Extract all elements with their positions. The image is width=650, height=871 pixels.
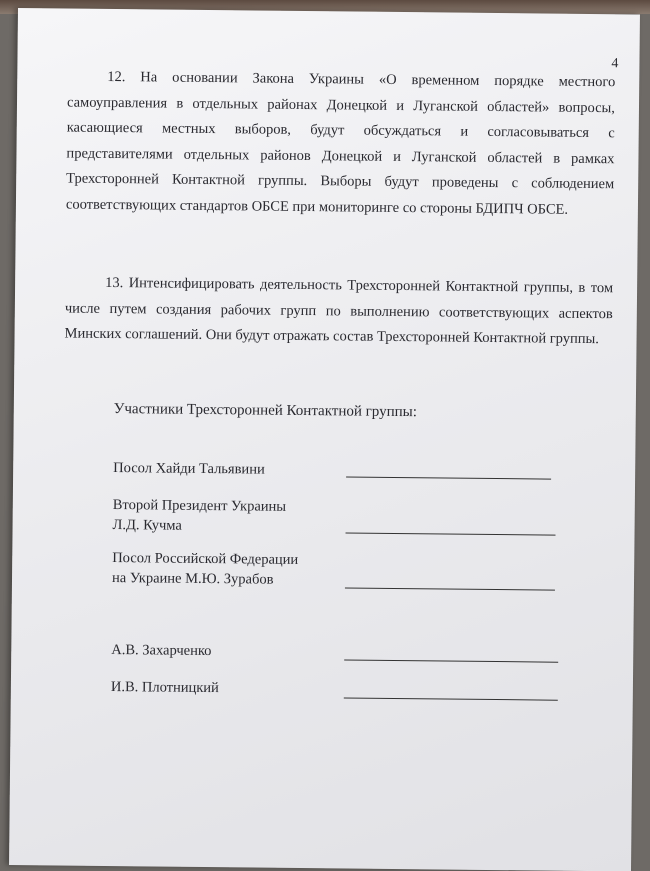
document-page xyxy=(9,8,640,871)
paragraph-13: 13. Интенсифицировать деятельность Трехсторонней Контактной группы, в том числе путем создания рабочих групп по выполнению соответствующих аспектов Минских соглашений. Они будут отражать состав Трехсторонней Контактной группы. xyxy=(64,274,614,348)
signer-kuchma xyxy=(112,495,286,537)
signer-zakharchenko xyxy=(111,640,211,661)
signature-line xyxy=(344,697,558,700)
signer-plotnitsky xyxy=(111,677,219,698)
signer-title: Второй Президент Украины xyxy=(112,497,287,515)
signer-name: на Украине М.Ю. Зурабов xyxy=(111,570,274,588)
signature-line xyxy=(344,659,558,662)
signature-line xyxy=(346,476,551,479)
signature-line xyxy=(346,532,556,535)
participants-heading: Участники Трехсторонней Контактной группы: xyxy=(113,401,418,421)
signer-zurabov xyxy=(112,548,298,590)
signature-line xyxy=(345,587,555,590)
signer-name: И.В. Плотницкий xyxy=(110,679,219,697)
signer-name: Посол Хайди Тальявини xyxy=(113,460,265,478)
paragraph-12: 12. На основании Закона Украины «О временном порядке местного самоуправления в отдельных районах Донецкой и Луганской областей» вопросы, касающиеся местных выборов, будут обсуждаться и согласовываться с представителями отдельных районов Донецкой и Луганской областей в рамках Трехсторонней Контактной группы. Выборы будут проведены с соблюдением соответствующих стандартов ОБСЕ при мониторинге со стороны БДИПЧ ОБСЕ. xyxy=(65,68,616,218)
signer-tagliavini xyxy=(113,458,265,480)
page-number: 4 xyxy=(611,56,619,72)
signer-title: Посол Российской Федерации xyxy=(112,550,299,568)
signer-name: Л.Д. Кучма xyxy=(112,517,182,534)
signer-name: А.В. Захарченко xyxy=(111,642,212,660)
